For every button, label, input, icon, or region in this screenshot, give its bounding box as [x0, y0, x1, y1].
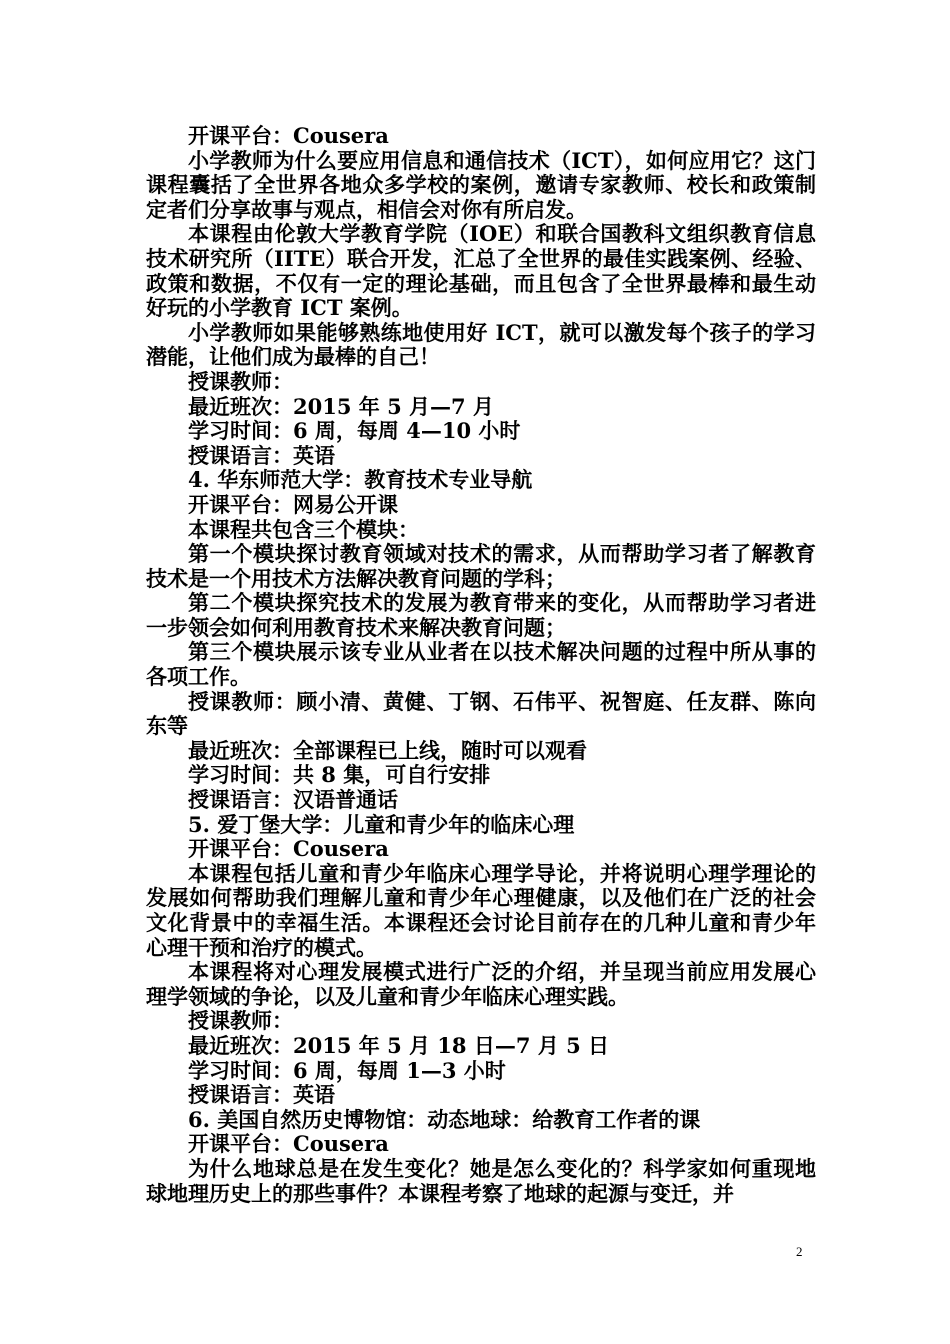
paragraph: 第三个模块展示该专业从业者在以技术解决问题的过程中所从事的各项工作。: [146, 639, 816, 690]
paragraph: 授课语言：汉语普通话: [188, 787, 398, 813]
section-heading: 4. 华东师范大学：教育技术专业导航: [188, 467, 533, 493]
paragraph: 为什么地球总是在发生变化？她是怎么变化的？科学家如何重现地球地理历史上的那些事件？本课程考察了地球的起源与变迁，并: [146, 1155, 816, 1206]
paragraph: 本课程共包含三个模块：: [188, 516, 419, 542]
paragraph: 授课教师：: [188, 1008, 293, 1034]
paragraph: 本课程包括儿童和青少年临床心理学导论，并将说明心理学理论的发展如何帮助我们理解儿童和青少年心理健康，以及他们在广泛的社会文化背景中的幸福生活。本课程还会讨论目前存在的几种儿童和青少年心理干预和治疗的模式。: [146, 860, 816, 960]
document-body: [146, 124, 816, 1206]
paragraph: 开课平台：网易公开课: [188, 491, 398, 517]
paragraph: 学习时间：共 8 集，可自行安排: [188, 762, 491, 788]
page-number: 2: [796, 1244, 803, 1259]
paragraph: 学习时间：6 周，每周 4—10 小时: [188, 418, 521, 444]
paragraph: 授课语言：英语: [188, 442, 335, 468]
paragraph: 授课教师：: [188, 368, 293, 394]
paragraph: 学习时间：6 周，每周 1—3 小时: [188, 1057, 506, 1083]
paragraph: 第一个模块探讨教育领域对技术的需求，从而帮助学习者了解教育技术是一个用技术方法解决教育问题的学科；: [146, 541, 816, 591]
paragraph: 第二个模块探究技术的发展为教育带来的变化，从而帮助学习者进一步领会如何利用教育技术来解决教育问题；: [146, 590, 816, 640]
paragraph: 最近班次：2015 年 5 月 18 日—7 月 5 日: [188, 1032, 609, 1058]
paragraph: 授课教师：顾小清、黄健、丁钢、石伟平、祝智庭、任友群、陈向东等: [146, 688, 816, 739]
paragraph: 本课程将对心理发展模式进行广泛的介绍，并呈现当前应用发展心理学领域的争论，以及儿童和青少年临床心理实践。: [146, 959, 816, 1009]
paragraph: 小学教师如果能够熟练地使用好 ICT，就可以激发每个孩子的学习潜能，让他们成为最棒的自己！: [146, 319, 816, 370]
paragraph: 最近班次：2015 年 5 月—7 月: [188, 393, 494, 419]
paragraph: 本课程由伦敦大学教育学院（IOE）和联合国教科文组织教育信息技术研究所（IITE）联合开发，汇总了全世界的最佳实践案例、经验、政策和数据，不仅有一定的理论基础，而且包含了全世界最棒和最生动好玩的小学教育 ICT 案例。: [146, 221, 816, 321]
paragraph: 小学教师为什么要应用信息和通信技术（ICT），如何应用它？这门课程囊括了全世界各地众多学校的案例，邀请专家教师、校长和政策制定者们分享故事与观点，相信会对你有所启发。: [146, 147, 816, 222]
paragraph: 开课平台：Cousera: [188, 123, 389, 148]
section-heading: 5. 爱丁堡大学：儿童和青少年的临床心理: [188, 811, 575, 837]
paragraph: 授课语言：英语: [188, 1082, 335, 1108]
paragraph: 开课平台：Cousera: [188, 1131, 389, 1157]
paragraph: 最近班次：全部课程已上线，随时可以观看: [188, 737, 587, 763]
paragraph: 开课平台：Cousera: [188, 836, 389, 862]
section-heading: 6. 美国自然历史博物馆：动态地球：给教育工作者的课: [188, 1106, 701, 1132]
